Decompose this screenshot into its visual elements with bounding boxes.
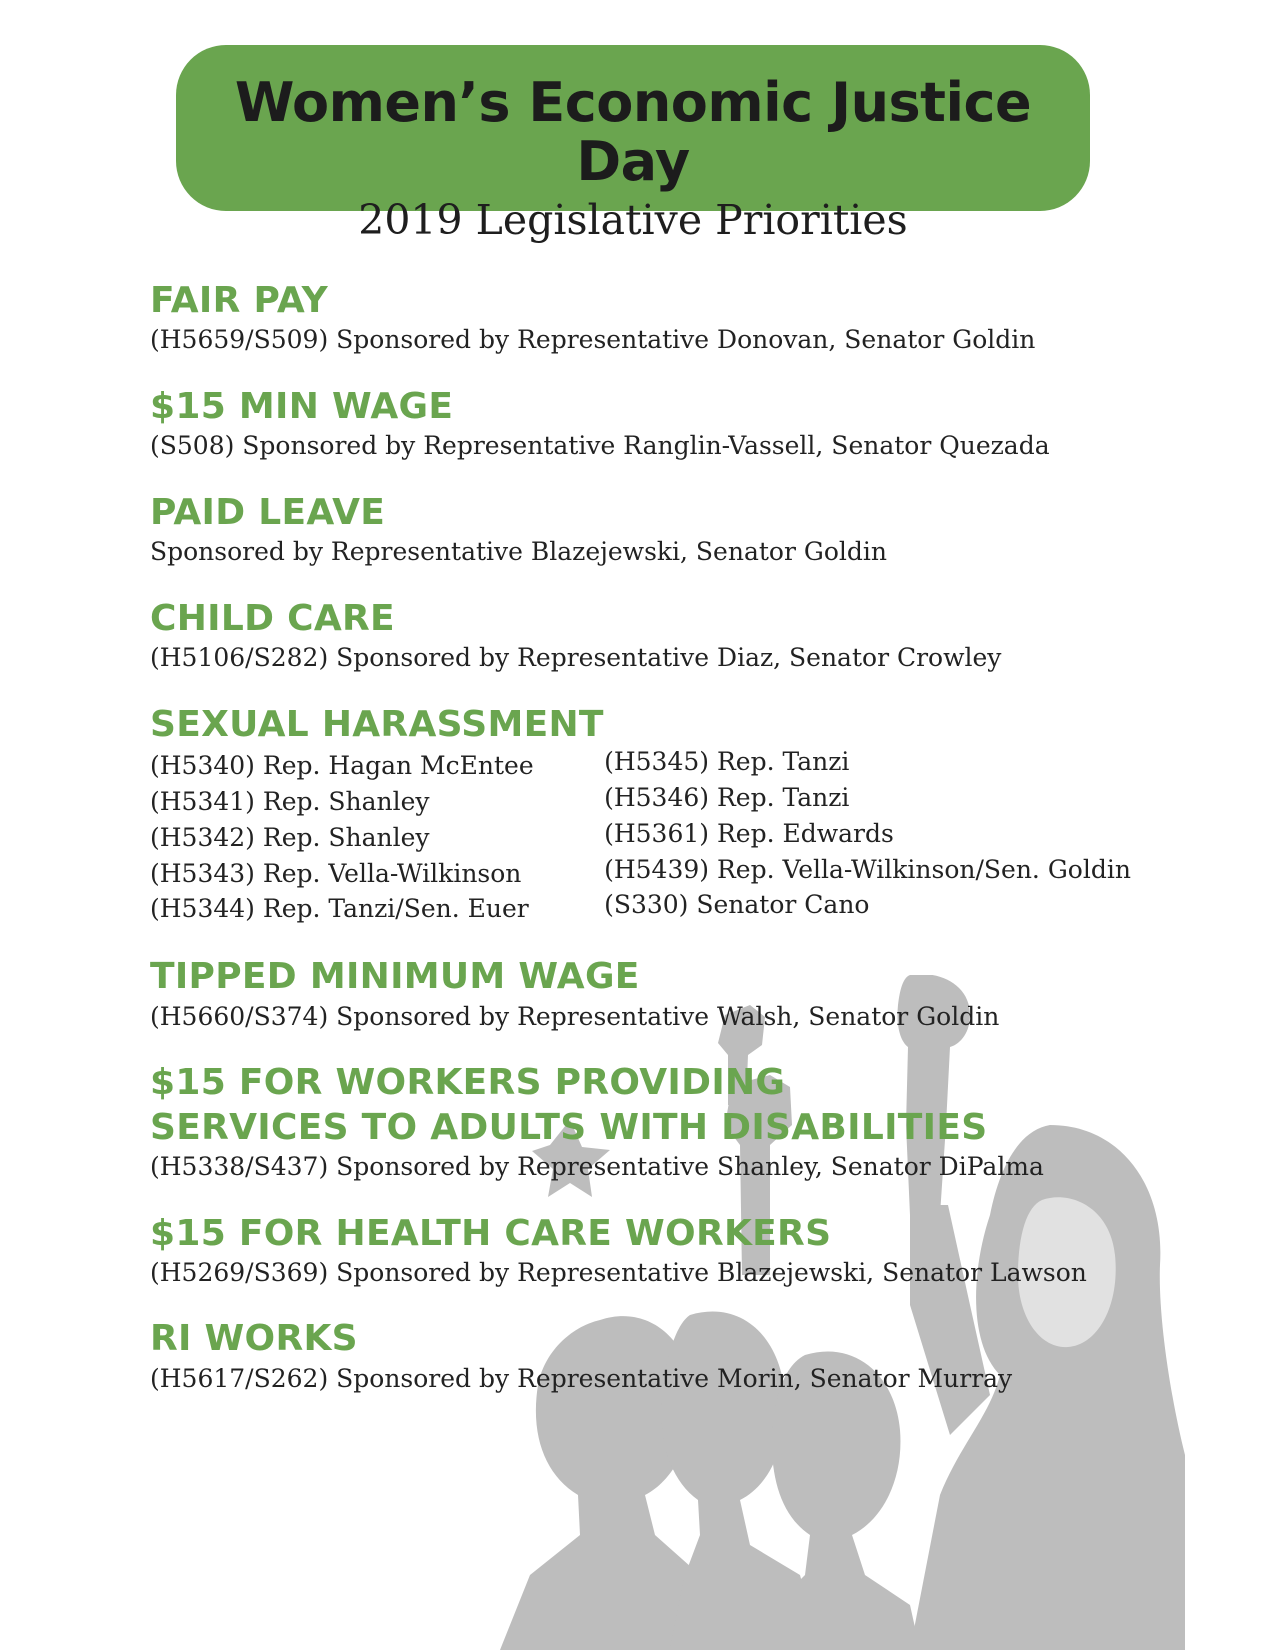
bill-item: (H5346) Rep. Tanzi (604, 783, 850, 813)
bill-item: (H5342) Rep. Shanley (150, 822, 430, 852)
section-description: (H5269/S369) Sponsored by Representative Blazejewski, Senator Lawson (150, 1257, 1087, 1287)
bill-column-left (150, 748, 574, 927)
page-subtitle: 2019 Legislative Priorities (358, 195, 908, 244)
section-heading-line2: SERVICES TO ADULTS WITH DISABILITIES (150, 1106, 988, 1148)
section-heading: RI WORKS (150, 1318, 358, 1360)
section-fair-pay (150, 280, 1150, 357)
bill-column-right (604, 744, 1150, 927)
section-heading: PAID LEAVE (150, 491, 386, 533)
section-description: (S508) Sponsored by Representative Ranglin-Vassell, Senator Quezada (150, 431, 1050, 461)
section-description: (H5660/S374) Sponsored by Representative Walsh, Senator Goldin (150, 1001, 1000, 1031)
page-title: Women’s Economic Justice Day (234, 71, 1032, 194)
section-heading: FAIR PAY (150, 280, 328, 321)
bill-columns (150, 748, 1150, 927)
bill-item: (H5361) Rep. Edwards (604, 818, 894, 848)
bill-item: (H5340) Rep. Hagan McEntee (150, 751, 534, 781)
priorities-list (150, 280, 1150, 1424)
section-heading: $15 MIN WAGE (150, 385, 454, 427)
section-heading: TIPPED MINIMUM WAGE (150, 956, 640, 998)
bill-item: (H5344) Rep. Tanzi/Sen. Euer (150, 894, 529, 924)
section-heading-line1: $15 FOR WORKERS PROVIDING (150, 1062, 786, 1104)
section-child-care (150, 598, 1150, 675)
section-sexual-harassment (150, 704, 1150, 927)
section-description: Sponsored by Representative Blazejewski, Senator Goldin (150, 537, 887, 567)
section-ri-works (150, 1318, 1150, 1395)
section-disability-workers (150, 1062, 1150, 1183)
section-heading: CHILD CARE (150, 597, 395, 639)
bill-item: (S330) Senator Cano (604, 890, 870, 920)
section-heading: $15 FOR HEALTH CARE WORKERS (150, 1212, 832, 1254)
section-health-care-workers (150, 1213, 1150, 1290)
section-min-wage (150, 386, 1150, 463)
bill-item: (H5343) Rep. Vella-Wilkinson (150, 858, 522, 888)
section-paid-leave (150, 492, 1150, 569)
section-description: (H5106/S282) Sponsored by Representative Diaz, Senator Crowley (150, 643, 1002, 673)
bill-item: (H5341) Rep. Shanley (150, 787, 430, 817)
section-description: (H5617/S262) Sponsored by Representative Morin, Senator Murray (150, 1363, 1013, 1393)
section-heading: SEXUAL HARASSMENT (150, 703, 604, 745)
section-description: (H5659/S509) Sponsored by Representative Donovan, Senator Goldin (150, 325, 1036, 355)
header-banner (176, 45, 1090, 244)
section-description: (H5338/S437) Sponsored by Representative Shanley, Senator DiPalma (150, 1152, 1044, 1181)
section-tipped-minimum-wage (150, 956, 1150, 1033)
bill-item: (H5439) Rep. Vella-Wilkinson/Sen. Goldin (604, 854, 1131, 884)
bill-item: (H5345) Rep. Tanzi (604, 747, 850, 777)
